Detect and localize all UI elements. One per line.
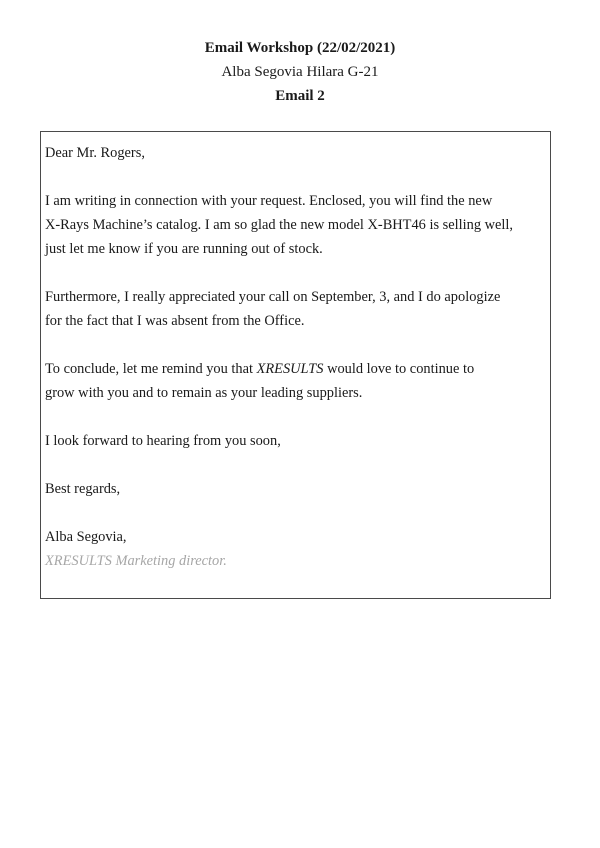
company-name: XRESULTS	[256, 361, 324, 377]
paragraph-apology	[45, 285, 546, 333]
closing-line: I look forward to hearing from you soon,	[45, 433, 281, 449]
paragraph-line: grow with you and to remain as your leading suppliers.	[45, 385, 363, 401]
document-title: Email Workshop (22/02/2021)	[204, 40, 396, 56]
paragraph-line: for the fact that I was absent from the Office.	[45, 313, 305, 329]
paragraph-line: Furthermore, I really appreciated your call on September, 3, and I do apologize	[45, 289, 501, 305]
regards: Best regards,	[45, 481, 121, 497]
paragraph-line: just let me know if you are running out of stock.	[45, 241, 323, 257]
signature-name: Alba Segovia,	[45, 529, 127, 545]
salutation: Dear Mr. Rogers,	[45, 145, 145, 161]
document-header	[0, 36, 600, 108]
paragraph-line: X-Rays Machine’s catalog. I am so glad the new model X-BHT46 is selling well,	[45, 217, 513, 233]
paragraph-line: I am writing in connection with your request. Enclosed, you will find the new	[45, 193, 493, 209]
paragraph-text: To conclude, let me remind you that	[45, 361, 257, 377]
author-line: Alba Segovia Hilara G-21	[221, 64, 379, 80]
paragraph-catalog	[45, 189, 546, 261]
signature-title: XRESULTS Marketing director.	[45, 553, 227, 569]
email-label: Email 2	[275, 88, 325, 104]
email-letter-box	[40, 131, 551, 599]
paragraph-conclusion	[45, 357, 546, 405]
paragraph-text: would love to continue to	[323, 361, 475, 377]
